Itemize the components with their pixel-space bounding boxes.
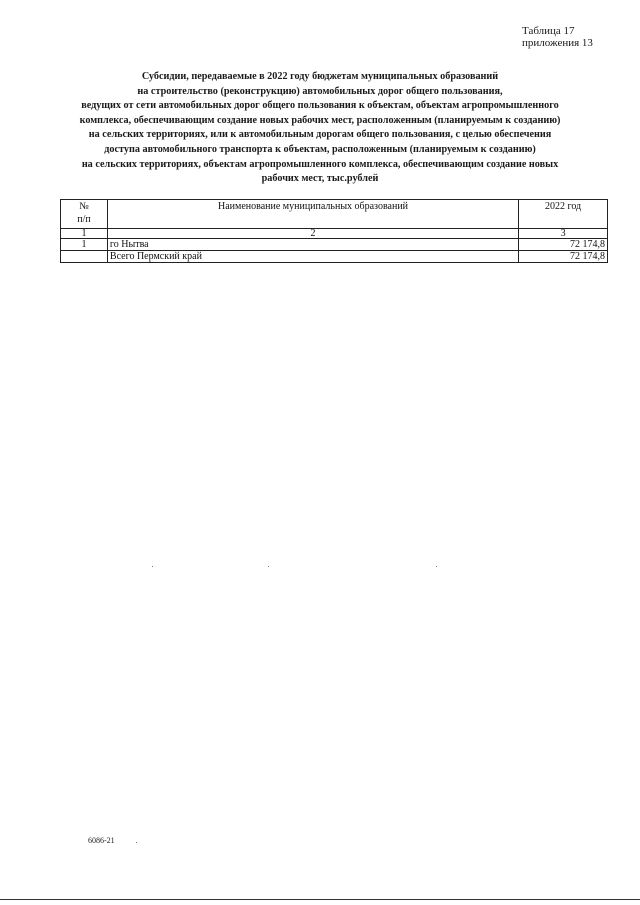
column-index-row	[61, 229, 608, 239]
appendix-number: приложения 13	[522, 37, 593, 49]
header-cell-number	[61, 200, 108, 229]
column-index-cell: 3	[519, 229, 608, 239]
document-number: 6086-21	[88, 836, 115, 845]
column-index-cell: 2	[107, 229, 518, 239]
title-line: ведущих от сети автомобильных дорог общего пользования к объектам, объектам агропромышленного	[81, 100, 559, 112]
title-line: комплекса, обеспечивающим создание новых рабочих мест, расположенным (планируемым к созданию)	[79, 114, 561, 126]
column-index-cell: 1	[61, 229, 108, 239]
table-number: Таблица 17	[522, 25, 575, 37]
table-total-row	[61, 251, 608, 263]
total-value-cell: 72 174,8	[519, 251, 608, 263]
header-number-abbr: п/п	[77, 214, 91, 225]
total-name-cell: Всего Пермский край	[107, 251, 518, 263]
table-header-row	[61, 200, 608, 229]
title-line: на сельских территориях, объектам агропромышленного комплекса, обеспечивающим создание новых	[81, 158, 559, 170]
row-value-cell: 72 174,8	[519, 239, 608, 251]
document-title	[40, 70, 600, 187]
title-line: рабочих мест, тыс.рублей	[261, 173, 379, 185]
scan-speck	[268, 566, 269, 567]
row-number-cell: 1	[61, 239, 108, 251]
scan-speck	[136, 842, 137, 843]
header-cell-name: Наименование муниципальных образований	[107, 200, 518, 229]
row-name-cell: го Нытва	[107, 239, 518, 251]
title-line: Субсидии, передаваемые в 2022 году бюджетам муниципальных образований	[141, 71, 499, 82]
title-line: на сельских территориях, или к автомобильным дорогам общего пользования, с целью обеспечения	[88, 129, 552, 141]
page-bottom-edge	[0, 899, 640, 900]
subsidy-table	[60, 199, 608, 263]
header-cell-year: 2022 год	[519, 200, 608, 229]
scan-speck	[152, 566, 153, 567]
title-line: на строительство (реконструкцию) автомобильных дорог общего пользования,	[137, 85, 503, 97]
scan-speck	[436, 566, 437, 567]
table-row	[61, 239, 608, 251]
total-number-cell	[61, 251, 108, 263]
header-number-symbol: №	[79, 201, 89, 212]
table-reference	[522, 25, 593, 49]
title-line: доступа автомобильного транспорта к объектам, расположенным (планируемым к созданию)	[104, 143, 536, 155]
